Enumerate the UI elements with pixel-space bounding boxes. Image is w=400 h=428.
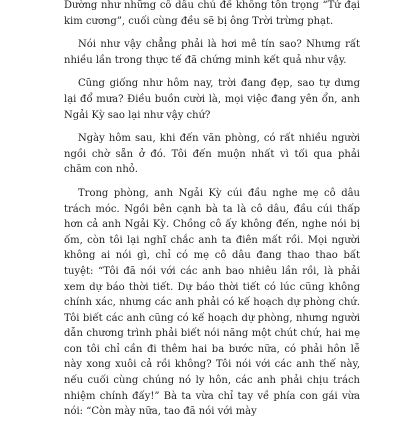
paragraph: Cũng giống như hôm nay, trời đang đẹp, sao tự dưng lại đổ mưa? Điều buồn cười là, mọi việc đang yên ổn, anh Ngải Kỳ sao lại như vậy chứ? bbox=[64, 78, 360, 121]
paragraph: Ngày hôm sau, khi đến văn phòng, có rất nhiều người ngồi chờ sẵn ở đó. Tôi đến muộn nhất vì tối qua phải chăm con nhỏ. bbox=[64, 133, 360, 176]
paragraph: Trong phòng, anh Ngải Kỳ cúi đầu nghe mẹ cô dâu trách móc. Ngồi bên cạnh bà ta là cô dâu, đầu cúi thấp hơn cả anh Ngải Kỳ. Chồng cô ấy không đến, nghe nói bị ốm, còn tôi lại nghĩ chắc anh ta điên mất rồi. Mọi người không ai nói gì, chỉ có mẹ cô dâu đang thao thao bất tuyệt: “Tôi đã nói với các anh bao nhiêu lần rồi, là phải xem dự báo thời tiết. Dự báo thời tiết có lúc cũng không chính xác, nhưng các anh phải có kế hoạch dự phòng chứ. Tôi biết các anh cũng có kế hoạch dự phòng, nhưng người dẫn chương trình phải biết nói năng một chút chứ, hai mẹ con tôi chỉ cần đi thêm hai ba bước nữa, có phải hôn lễ này xong xuôi cả rồi không? Tôi nói với các anh thế này, nếu cuối cùng chúng nó ly hôn, các anh phải chịu trách nhiệm chính đấy!” Bà ta vừa chỉ tay về phía con gái vừa nói: “Còn mày nữa, tao đã nói với mày bbox=[64, 187, 360, 418]
paragraph: Dường như những cô dâu chủ đề không tôn trọng “Tứ đại kim cương”, cuối cùng đều sẽ bị ông Trời trừng phạt. bbox=[64, 0, 360, 27]
paragraph: Nói như vậy chẳng phải là hơi mê tín sao? Nhưng rất nhiều lần trong thực tế đã chứng minh kết quả như vậy. bbox=[64, 39, 360, 66]
text-column bbox=[64, 0, 360, 428]
